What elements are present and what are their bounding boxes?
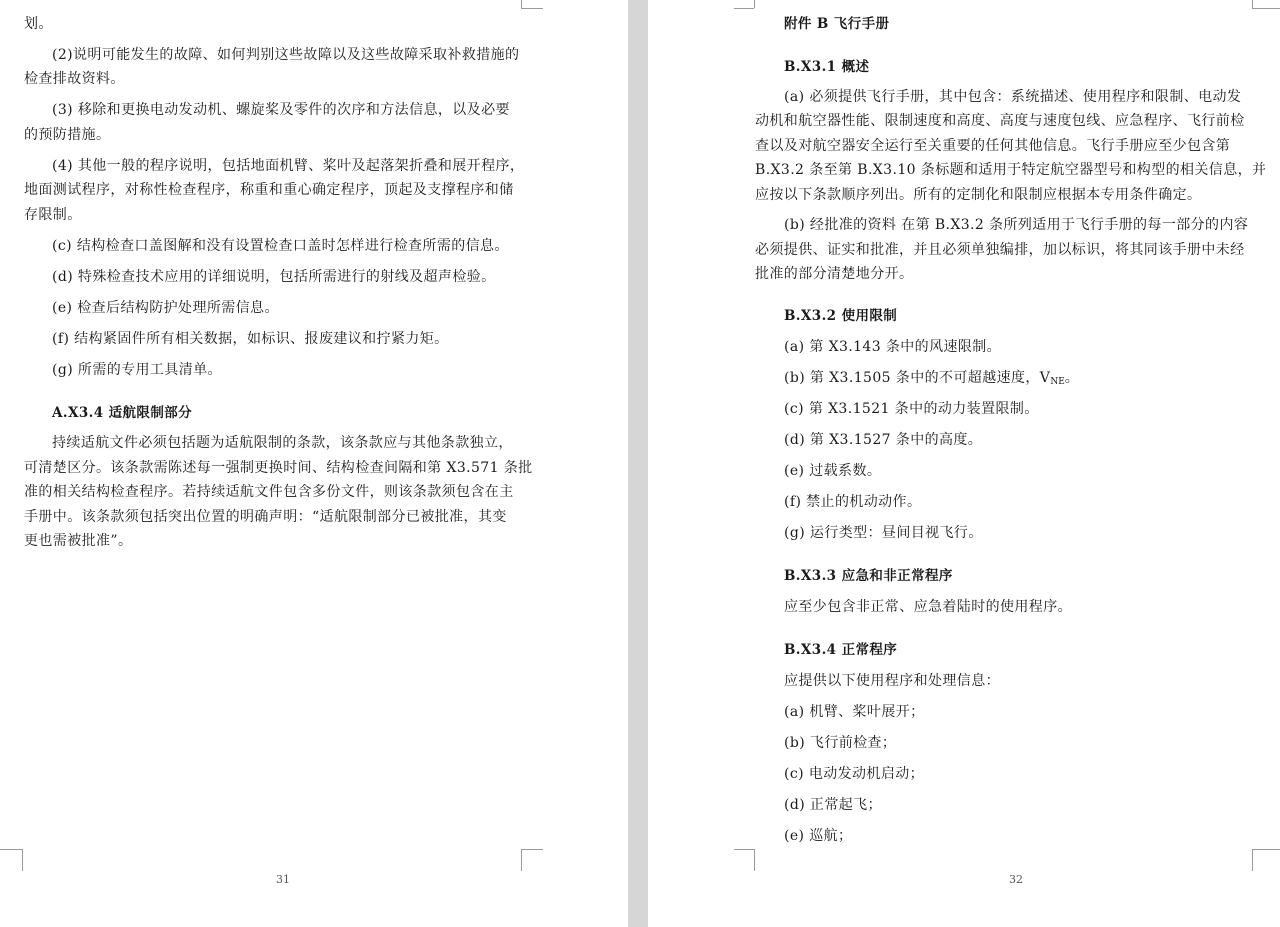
page-corner-mark — [754, 0, 755, 8]
page-corner-mark — [1252, 849, 1280, 850]
text-line: 批准的部分清楚地分开。 — [755, 266, 914, 282]
text-line: 更也需被批准”。 — [24, 533, 133, 549]
text-line: (e) 过载系数。 — [784, 463, 882, 479]
page-corner-mark — [734, 8, 754, 9]
page-number: 31 — [276, 873, 290, 886]
page-corner-mark — [1252, 8, 1280, 9]
text-line: 检查排故资料。 — [24, 71, 125, 87]
text-line: 应按以下条款顺序列出。所有的定制化和限制应根据本专用条件确定。 — [755, 187, 1202, 203]
text-line: 划。 — [24, 16, 53, 32]
page-corner-mark — [521, 8, 543, 9]
page-corner-mark — [1252, 0, 1253, 8]
page-corner-mark — [521, 849, 522, 871]
text-line: (2)说明可能发生的故障、如何判别这些故障以及这些故障采取补救措施的 — [52, 47, 520, 63]
text-line: 准的相关结构检查程序。若持续适航文件包含多份文件，则该条款须包含在主 — [24, 484, 514, 500]
text-line: 必须提供、证实和批准，并且必须单独编排，加以标识，将其同该手册中未经 — [755, 242, 1245, 258]
page-corner-mark — [754, 849, 755, 871]
text-line: (g) 所需的专用工具清单。 — [52, 362, 222, 378]
document-page-32 — [648, 0, 1280, 927]
page-corner-mark — [22, 849, 23, 871]
text-line: (g) 运行类型：昼间目视飞行。 — [784, 525, 983, 541]
text-line: 应至少包含非正常、应急着陆时的使用程序。 — [784, 599, 1072, 615]
section-heading: B.X3.4 正常程序 — [784, 642, 898, 658]
section-heading: A.X3.4 适航限制部分 — [52, 405, 193, 421]
subscript-ne: NE — [1050, 377, 1065, 387]
text-line: (c) 结构检查口盖图解和没有设置检查口盖时怎样进行检查所需的信息。 — [52, 238, 509, 254]
text-line: 可清楚区分。该条款需陈述每一强制更换时间、结构检查间隔和第 X3.571 条批 — [24, 460, 533, 476]
text-line: (e) 检查后结构防护处理所需信息。 — [52, 300, 279, 316]
section-heading: B.X3.2 使用限制 — [784, 308, 898, 324]
text-line: (f) 结构紧固件所有相关数据，如标识、报废建议和拧紧力矩。 — [52, 331, 449, 347]
text-line: 的预防措施。 — [24, 127, 111, 143]
document-page-31 — [0, 0, 628, 927]
text-line: 手册中。该条款须包括突出位置的明确声明：“适航限制部分已被批准，其变 — [24, 509, 507, 525]
text-line: 查以及对航空器安全运行至关重要的任何其他信息。飞行手册应至少包含第 — [755, 138, 1231, 154]
text-line: (3) 移除和更换电动发动机、螺旋桨及零件的次序和方法信息，以及必要 — [52, 102, 510, 118]
text-line: (d) 特殊检查技术应用的详细说明，包括所需进行的射线及超声检验。 — [52, 269, 496, 285]
text-line: (b) 飞行前检查； — [784, 735, 897, 751]
text-line: (4) 其他一般的程序说明，包括地面机臂、桨叶及起落架折叠和展开程序， — [52, 158, 525, 174]
text-line: 地面测试程序，对称性检查程序，称重和重心确定程序，顶起及支撑程序和储 — [24, 182, 514, 198]
text-line: (f) 禁止的机动动作。 — [784, 494, 922, 510]
text-line: (b) 经批准的资料 在第 B.X3.2 条所列适用于飞行手册的每一部分的内容 — [784, 217, 1249, 233]
text-line: (d) 正常起飞； — [784, 797, 882, 813]
text-line: (a) 第 X3.143 条中的风速限制。 — [784, 339, 1002, 355]
page-corner-mark — [521, 0, 522, 8]
text-line: (a) 必须提供飞行手册，其中包含：系统描述、使用程序和限制、电动发 — [784, 89, 1242, 105]
text-line: (a) 机臂、桨叶展开； — [784, 704, 925, 720]
section-heading: B.X3.3 应急和非正常程序 — [784, 568, 953, 584]
text-line: (c) 第 X3.1521 条中的动力装置限制。 — [784, 401, 1039, 417]
text-line: B.X3.2 条至第 B.X3.10 条标题和适用于特定航空器型号和构型的相关信息，并 — [755, 162, 1267, 178]
page-corner-mark — [0, 849, 22, 850]
text-line: (b) 第 X3.1505 条中的不可超越速度，VNE。 — [784, 370, 1080, 387]
section-heading: B.X3.1 概述 — [784, 59, 870, 75]
text-line: 动机和航空器性能、限制速度和高度、高度与速度包线、应急程序、飞行前检 — [755, 113, 1245, 129]
text-line: (e) 巡航； — [784, 828, 853, 844]
text-line: (d) 第 X3.1527 条中的高度。 — [784, 432, 983, 448]
page-corner-mark — [734, 849, 754, 850]
text-line: 存限制。 — [24, 207, 82, 223]
text-line: 持续适航文件必须包括题为适航限制的条款，该条款应与其他条款独立， — [52, 435, 513, 451]
text-line: 应提供以下使用程序和处理信息： — [784, 673, 1000, 689]
page-corner-mark — [1252, 849, 1253, 871]
page-number: 32 — [1009, 873, 1023, 886]
text-line: (c) 电动发动机启动； — [784, 766, 925, 782]
appendix-title: 附件 B 飞行手册 — [784, 16, 890, 32]
page-corner-mark — [521, 849, 543, 850]
